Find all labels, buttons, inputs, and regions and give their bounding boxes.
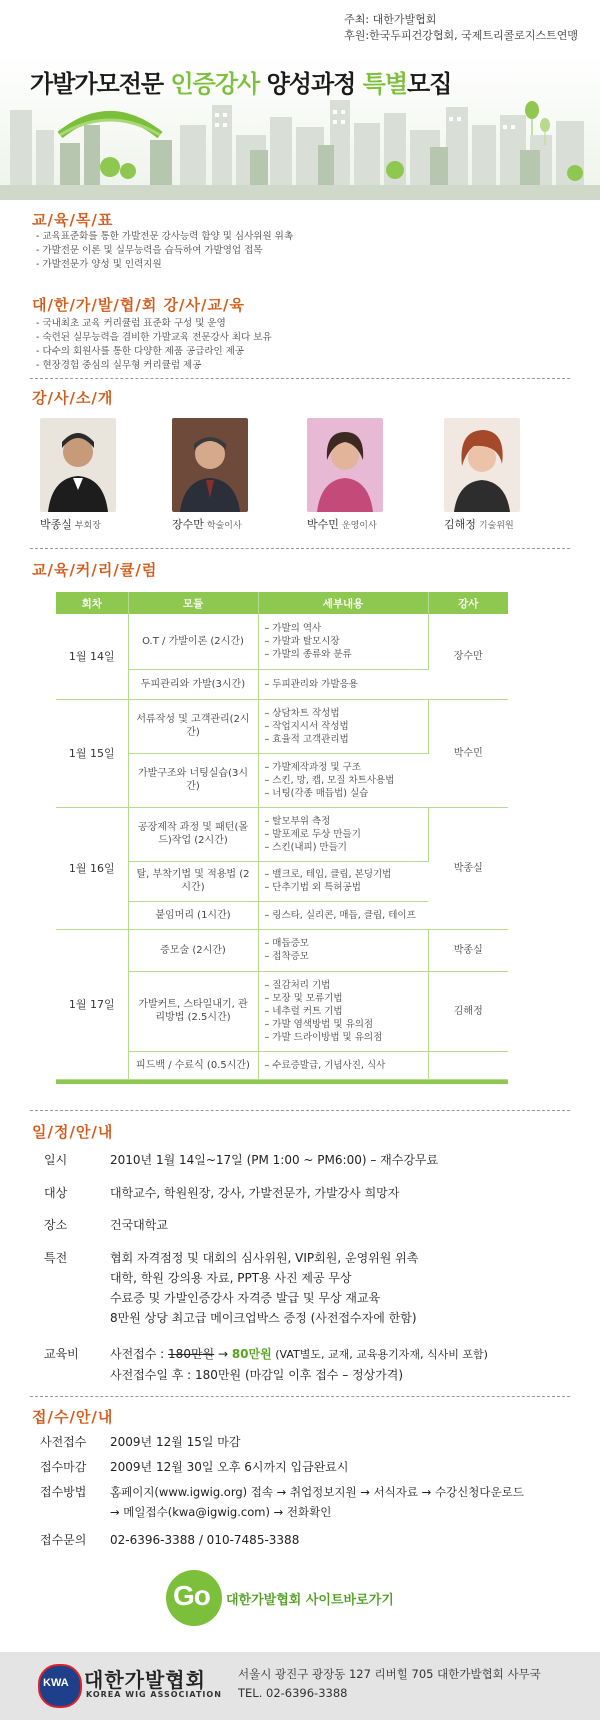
goals-list	[36, 230, 556, 272]
application-contact-row	[0, 1530, 600, 1550]
fee-label: 교육비	[44, 1347, 79, 1361]
pre-label: 사전접수	[40, 1435, 87, 1449]
contact-value: 02-6396-3388 / 010-7485-3388	[110, 1533, 300, 1547]
benefit-item: 수료증 및 가발인증강사 자격증 발급 및 무상 재교육	[110, 1291, 381, 1305]
teacher-role: 학술이사	[206, 521, 242, 531]
day-cell: 1월 15일	[56, 699, 128, 807]
table-row	[56, 929, 508, 971]
benefit-item: 협회 자격점정 및 대회의 심사위원, VIP회원, 운영위원 위촉	[110, 1251, 419, 1265]
fee-new-price: 80만원	[231, 1347, 272, 1361]
module-cell: 탈, 부착기법 및 적용법 (2시간)	[128, 861, 258, 901]
curriculum-table	[56, 592, 508, 1084]
detail-cell: – 매듭증모 – 접착증모	[258, 929, 428, 971]
module-cell: 가발커트, 스타일내기, 관리방법 (2.5시간)	[128, 971, 258, 1051]
instructor-cell: 박수민	[428, 699, 508, 807]
go-label: 대한가발협회 사이트바로가기	[226, 1593, 394, 1608]
goals-heading: 교/육/목/표	[32, 211, 114, 229]
schedule-heading: 일/정/안/내	[32, 1123, 114, 1141]
method-line: 홈페이지(www.igwig.org) 접속 → 취업정보지원 → 서식자료 → 수강신청다운로드	[110, 1485, 524, 1499]
teachers-heading: 강/사/소/개	[32, 389, 114, 407]
target-value: 대학교수, 학원원장, 강사, 가발전문가, 가발강사 희망자	[110, 1186, 400, 1200]
fee-early: 사전접수 : 180만원 → 80만원 (VAT별도, 교재, 교육용기자재, 식사비 포함)	[110, 1347, 488, 1361]
kwa-logo-text: KWA	[43, 1677, 69, 1689]
list-item: - 현장경험 중심의 실무형 커리큘럼 제공	[36, 359, 556, 373]
detail-cell: – 가발의 역사 – 가발과 탈모시장 – 가발의 종류와 분류	[258, 614, 428, 669]
divider	[30, 548, 570, 549]
application-heading: 접/수/안/내	[32, 1408, 114, 1426]
teacher-photo	[444, 418, 520, 512]
teacher-card	[444, 418, 554, 532]
detail-cell: – 가발제작과정 및 구조 – 스킨, 망, 캡, 모질 차트사용법 – 너팅(각종 매듭법) 실습	[258, 753, 428, 807]
fee-old-price: 180만원	[168, 1347, 215, 1361]
fee-regular: 사전접수일 후 : 180만원 (마감일 이후 접수 – 정상가격)	[110, 1368, 404, 1382]
schedule-fee-row	[0, 1344, 600, 1388]
table-row	[56, 614, 508, 669]
teacher-name: 김해정	[444, 518, 476, 531]
list-item: - 가발전문 이론 및 실무능력을 습득하여 가발영업 접목	[36, 244, 556, 258]
support-text: 후원:한국두피건강협회, 국제트리콜로지스트연맹	[344, 29, 578, 42]
module-cell: O.T / 가발이론 (2시간)	[128, 614, 258, 669]
divider	[30, 1110, 570, 1111]
divider	[30, 1396, 570, 1397]
org-name: 대한가발협회	[84, 1668, 206, 1692]
deadline-label: 접수마감	[40, 1460, 87, 1474]
application-method-row	[0, 1482, 600, 1524]
detail-cell: – 탈모부위 측정 – 발포제로 두상 만들기 – 스킨(내피) 만들기	[258, 807, 428, 861]
application-deadline-row	[0, 1457, 600, 1477]
teacher-card	[172, 418, 282, 532]
teacher-role: 부회장	[74, 521, 101, 531]
place-label: 장소	[44, 1218, 68, 1232]
target-label: 대상	[44, 1186, 68, 1200]
instructor-cell: 박종실	[428, 929, 508, 971]
day-cell: 1월 14일	[56, 614, 128, 699]
go-badge-text: Go	[173, 1580, 210, 1611]
teacher-role: 기술위원	[478, 521, 514, 531]
teacher-photo	[172, 418, 248, 512]
divider	[30, 378, 570, 379]
association-list	[36, 317, 556, 373]
association-heading: 대/한/가/발/협/회 강/사/교/육	[32, 296, 245, 314]
benefit-item: 대학, 학원 강의용 자료, PPT용 사진 제공 무상	[110, 1271, 352, 1285]
teacher-photo	[40, 418, 116, 512]
table-bottom-bar	[56, 1080, 508, 1084]
module-cell: 두피관리와 가발(3시간)	[128, 669, 258, 699]
date-label: 일시	[44, 1153, 68, 1167]
org-name-en: KOREA WIG ASSOCIATION	[86, 1690, 222, 1699]
list-item: - 다수의 회원사를 통한 다양한 제품 공급라인 제공	[36, 345, 556, 359]
column-header: 강사	[428, 592, 508, 614]
column-header: 세부내용	[258, 592, 428, 614]
instructor-cell	[428, 1051, 508, 1079]
instructor-cell: 박종실	[428, 807, 508, 929]
go-site-link[interactable]	[166, 1570, 436, 1626]
contact-label: 접수문의	[40, 1533, 87, 1547]
pre-value: 2009년 12월 15일 마감	[110, 1435, 241, 1449]
list-item: - 교육표준화를 통한 가발전문 강사능력 함양 및 심사위원 위촉	[36, 230, 556, 244]
detail-cell: – 밸크로, 테입, 클립, 본딩기법 – 단추기법 외 특허공법	[258, 861, 428, 901]
schedule-benefit-row	[0, 1248, 600, 1338]
detail-cell: – 질감처리 기법 – 모장 및 모류기법 – 네추럴 커트 기법 – 가발 염색방법 및 유의점 – 가발 드라이방법 및 유의점	[258, 971, 428, 1051]
module-cell: 가발구조와 너팅실습(3시간)	[128, 753, 258, 807]
detail-cell: – 상담차트 작성법 – 작업지시서 작성법 – 효율적 고객관리법	[258, 699, 428, 753]
table-row	[56, 699, 508, 753]
instructor-cell: 장수만	[428, 614, 508, 699]
list-item: - 숙련된 실무능력을 겸비한 가발교육 전문강사 최다 보유	[36, 331, 556, 345]
teacher-card	[40, 418, 150, 532]
teacher-role: 운영이사	[341, 521, 377, 531]
teacher-name: 장수만	[172, 518, 204, 531]
day-cell: 1월 17일	[56, 929, 128, 1079]
instructor-cell: 김해정	[428, 971, 508, 1051]
curriculum-heading: 교/육/커/리/큘/럼	[32, 561, 158, 579]
module-cell: 붙임머리 (1시간)	[128, 901, 258, 929]
schedule-target-row	[0, 1183, 600, 1203]
column-header: 모듈	[128, 592, 258, 614]
date-value: 2010년 1월 14일~17일 (PM 1:00 ~ PM6:00) – 재수강무료	[110, 1153, 439, 1167]
teacher-name: 박종실	[40, 518, 72, 531]
list-item: - 국내최초 교육 커리큘럼 표준화 구성 및 운영	[36, 317, 556, 331]
teacher-name: 박수민	[307, 518, 339, 531]
application-pre-row	[0, 1432, 600, 1452]
detail-cell: – 수료증발급, 기념사진, 식사	[258, 1051, 428, 1079]
sponsor-info	[344, 12, 578, 44]
module-cell: 증모술 (2시간)	[128, 929, 258, 971]
module-cell: 서류작성 및 고객관리(2시간)	[128, 699, 258, 753]
column-header: 회차	[56, 592, 128, 614]
footer	[0, 1652, 600, 1720]
page-title: 가발가모전문 인증강사 양성과정 특별모집	[30, 70, 452, 98]
footer-tel: TEL. 02-6396-3388	[238, 1686, 348, 1700]
deadline-value: 2009년 12월 30일 오후 6시까지 입금완료시	[110, 1460, 349, 1474]
footer-address: 서울시 광진구 광장동 127 리버힐 705 대한가발협회 사무국	[238, 1667, 541, 1681]
benefit-item: 8만원 상당 최고급 메이크업박스 증정 (사전접수자에 한함)	[110, 1311, 417, 1325]
detail-cell: – 링스타, 실리콘, 매듭, 클립, 테이프	[258, 901, 428, 929]
benefit-list	[110, 1248, 418, 1328]
host-text: 주최: 대한가발협회	[344, 13, 437, 26]
method-line: → 메일접수(kwa@igwig.com) → 전화확인	[110, 1505, 332, 1519]
detail-cell: – 두피관리와 가발응용	[258, 669, 428, 699]
place-value: 건국대학교	[110, 1218, 168, 1232]
teacher-photo	[307, 418, 383, 512]
method-label: 접수방법	[40, 1485, 87, 1499]
benefit-label: 특전	[44, 1251, 68, 1265]
module-cell: 공장제작 과정 및 패턴(몰드)작업 (2시간)	[128, 807, 258, 861]
module-cell: 피드백 / 수료식 (0.5시간)	[128, 1051, 258, 1079]
table-row	[56, 807, 508, 861]
list-item: - 가발전문가 양성 및 인력지원	[36, 258, 556, 272]
schedule-date-row	[0, 1150, 600, 1170]
teacher-card	[307, 418, 417, 532]
day-cell: 1월 16일	[56, 807, 128, 929]
schedule-place-row	[0, 1215, 600, 1235]
